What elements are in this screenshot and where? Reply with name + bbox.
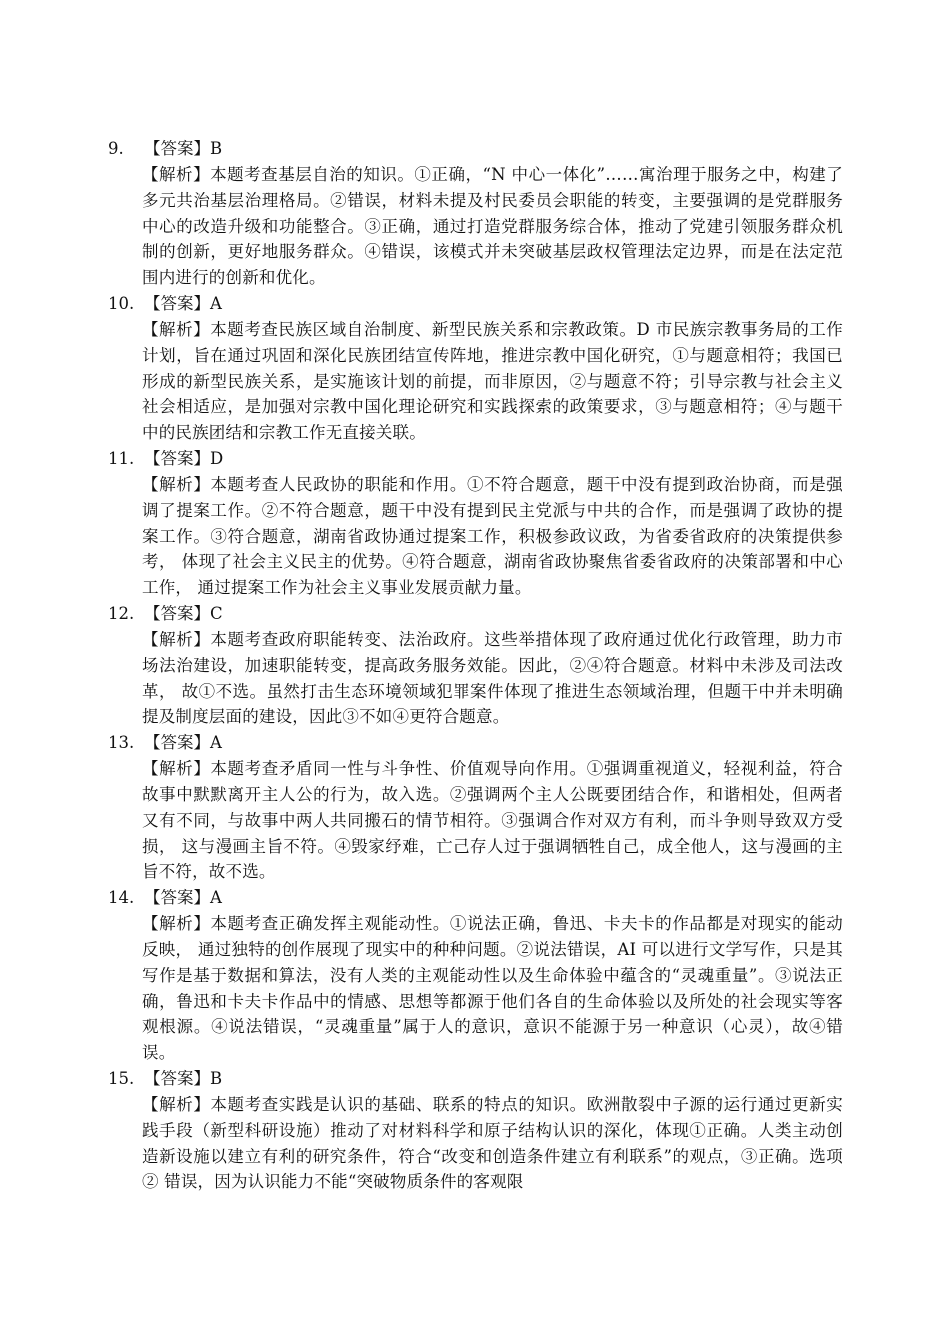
analysis-text: 【解析】本题考查人民政协的职能和作用。①不符合题意，题干中没有提到政治协商，而是强调了提案工作。②不符合题意，题干中没有提到民主党派与中共的合作，而是强调了政协的提案工作。③符合题意，湖南省政协通过提案工作，积极参政议政，为省委省政府的决策提供参考， 体现了社会主义民主的优势。④符合题意，湖南省政协聚焦省委省政府的决策部署和中心工作， 通过提案工作为社会主义事业发展贡献力量。 [142, 474, 843, 598]
answer-key-list [108, 136, 843, 1195]
answer-label: 【答案】C [144, 603, 223, 623]
question-number: 14. [108, 888, 135, 908]
question-11 [108, 446, 843, 601]
question-number: 15. [108, 1068, 135, 1088]
question-12 [108, 601, 843, 730]
question-10 [108, 291, 843, 446]
question-14 [108, 885, 843, 1066]
answer-label: 【答案】B [144, 139, 223, 158]
answer-label: 【答案】A [144, 293, 222, 313]
question-number: 9. [108, 139, 124, 158]
answer-label: 【答案】D [144, 448, 224, 468]
question-number: 12. [108, 603, 135, 623]
question-number: 10. [108, 293, 135, 313]
analysis-text: 【解析】本题考查实践是认识的基础、联系的特点的知识。欧洲散裂中子源的运行通过更新实践手段（新型科研设施）推动了对材料科学和原子结构认识的深化，体现①正确。人类主动创造新设施以建立有利的研究条件，符合“改变和创造条件建立有利联系”的观点，③正确。选项② 错误，因为认识能力不能“突破物质条件的客观限 [142, 1094, 843, 1192]
question-13 [108, 730, 843, 885]
analysis-text: 【解析】本题考查民族区域自治制度、新型民族关系和宗教政策。D 市民族宗教事务局的工作计划，旨在通过巩固和深化民族团结宣传阵地，推进宗教中国化研究，①与题意相符；我国已形成的新型民族关系，是实施该计划的前提，而非原因，②与题意不符；引导宗教与社会主义社会相适应，是加强对宗教中国化理论研究和实践探索的政策要求，③与题意相符；④与题干中的民族团结和宗教工作无直接关联。 [142, 319, 843, 443]
question-15 [108, 1066, 843, 1195]
answer-label: 【答案】A [144, 733, 222, 753]
answer-label: 【答案】A [144, 888, 222, 908]
question-9 [108, 136, 843, 291]
analysis-text: 【解析】本题考查正确发挥主观能动性。①说法正确，鲁迅、卡夫卡的作品都是对现实的能动反映， 通过独特的创作展现了现实中的种种问题。②说法错误，AI 可以进行文学写作，只是其写作是基于数据和算法，没有人类的主观能动性以及生命体验中蕴含的“灵魂重量”。③说法正确，鲁迅和卡夫卡作品中的情感、思想等都源于他们各自的生命体验以及所处的社会现实等客观根源。④说法错误，“灵魂重量”属于人的意识，意识不能源于另一种意识（心灵），故④错误。 [142, 914, 843, 1063]
question-number: 13. [108, 733, 135, 753]
question-number: 11. [108, 448, 135, 468]
analysis-text: 【解析】本题考查基层自治的知识。①正确，“N 中心一体化”……寓治理于服务之中，构建了多元共治基层治理格局。②错误，材料未提及村民委员会职能的转变，主要强调的是党群服务中心的改造升级和功能整合。③正确，通过打造党群服务综合体，推动了党建引领服务群众机制的创新，更好地服务群众。④错误，该模式并未突破基层政权管理法定边界，而是在法定范围内进行的创新和优化。 [142, 165, 843, 288]
analysis-text: 【解析】本题考查政府职能转变、法治政府。这些举措体现了政府通过优化行政管理，助力市场法治建设，加速职能转变，提高政务服务效能。因此，②④符合题意。材料中未涉及司法改革， 故①不选。虽然打击生态环境领域犯罪案件体现了推进生态领域治理，但题干中并未明确提及制度层面的建设，因此③不如④更符合题意。 [142, 629, 843, 727]
answer-label: 【答案】B [144, 1068, 223, 1088]
analysis-text: 【解析】本题考查矛盾同一性与斗争性、价值观导向作用。①强调重视道义，轻视利益，符合故事中默默离开主人公的行为，故入选。②强调两个主人公既要团结合作，和谐相处，但两者又有不同，与故事中两人共同搬石的情节相符。③强调合作对双方有利，而斗争则导致双方受损， 这与漫画主旨不符。④毁家纾难，亡己存人过于强调牺牲自己，成全他人，这与漫画的主旨不符，故不选。 [142, 759, 843, 882]
